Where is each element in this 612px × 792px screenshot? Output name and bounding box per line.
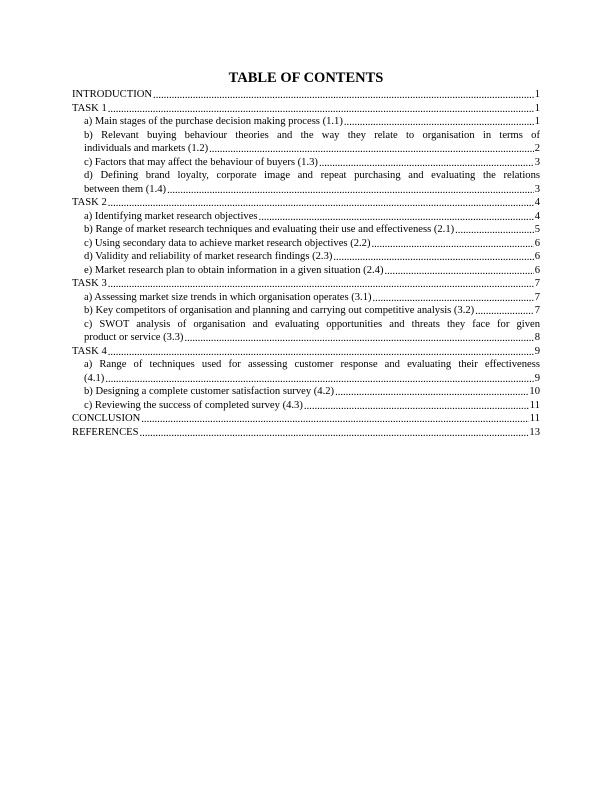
toc-entry-text-line2: product or service (3.3) .....	[84, 332, 184, 343]
toc-entry-4-2[interactable]	[72, 385, 540, 399]
toc-entry-text: a) Assessing market size trends in which organisation operates (3.1) .....	[84, 292, 373, 303]
toc-entry-page: 13	[529, 426, 540, 438]
toc-entry-text: TASK 4 .....	[72, 346, 108, 357]
toc-entry-2-1[interactable]	[72, 223, 540, 237]
toc-entry-1-3[interactable]	[72, 156, 540, 170]
table-of-contents	[72, 70, 540, 439]
toc-entry-text: b) Range of market research techniques and evaluating their use and effectiveness (2.1) .....	[84, 224, 455, 235]
toc-entry-line2	[84, 331, 540, 345]
toc-entry-text: REFERENCES .....	[72, 427, 140, 438]
toc-entry-references[interactable]	[72, 426, 540, 440]
toc-entry-text: b) Key competitors of organisation and planning and carrying out competitive analysis (3.2) .....	[84, 305, 475, 316]
toc-entry-page: 6	[534, 237, 540, 249]
toc-entry-1-4[interactable]	[72, 169, 540, 196]
toc-entry-page: 5	[534, 224, 540, 235]
toc-entry-page: 9	[534, 372, 540, 384]
toc-entry-text: TASK 1 .....	[72, 103, 108, 114]
toc-entry-3-1[interactable]	[72, 291, 540, 305]
toc-entry-page: 4	[534, 210, 540, 222]
toc-entry-introduction[interactable]	[72, 88, 540, 102]
toc-entry-3-2[interactable]	[72, 304, 540, 318]
toc-entry-page: 1	[534, 102, 540, 114]
toc-entry-text-line1: b) Relevant buying behaviour theories and the way they relate to organisation in terms of	[84, 129, 540, 141]
toc-entry-conclusion[interactable]	[72, 412, 540, 426]
toc-entry-4-1[interactable]	[72, 358, 540, 385]
toc-entry-page: 1	[534, 116, 540, 127]
toc-entry-page: 3	[534, 183, 540, 195]
toc-entry-page: 10	[529, 386, 540, 397]
toc-entry-page: 11	[529, 399, 540, 411]
toc-entry-page: 4	[534, 197, 540, 208]
toc-entry-text: a) Main stages of the purchase decision making process (1.1) .....	[84, 116, 344, 127]
toc-entry-page: 3	[534, 156, 540, 168]
toc-entry-text: d) Validity and reliability of market research findings (2.3) .....	[84, 251, 333, 262]
toc-title: TABLE OF CONTENTS	[228, 70, 384, 86]
toc-entry-text-line1: a) Range of techniques used for assessing customer response and evaluating their effectiveness	[84, 359, 540, 370]
toc-entry-2-3[interactable]	[72, 250, 540, 264]
toc-entry-page: 2	[534, 143, 540, 154]
toc-entry-text: INTRODUCTION .....	[72, 89, 153, 100]
toc-entry-task-2[interactable]	[72, 196, 540, 210]
toc-entry-text-line1: c) SWOT analysis of organisation and evaluating opportunities and threats they face for given	[84, 318, 540, 330]
toc-entry-page: 7	[534, 278, 540, 289]
toc-entry-text-line2: between them (1.4) .....	[84, 184, 167, 195]
toc-entry-text: e) Market research plan to obtain information in a given situation (2.4) .....	[84, 265, 384, 276]
toc-entry-1-2[interactable]	[72, 129, 540, 156]
toc-entry-page: 7	[534, 305, 540, 316]
toc-entry-page: 6	[534, 251, 540, 262]
toc-entry-1-1[interactable]	[72, 115, 540, 129]
toc-entry-text: TASK 2 .....	[72, 197, 108, 208]
toc-entry-2-objectives[interactable]	[72, 210, 540, 224]
toc-entry-text: b) Designing a complete customer satisfaction survey (4.2) .....	[84, 386, 335, 397]
toc-entry-page: 6	[534, 264, 540, 276]
toc-entry-text-line2: individuals and markets (1.2) .....	[84, 143, 209, 154]
toc-entry-line2	[84, 183, 540, 197]
toc-entry-3-3[interactable]	[72, 318, 540, 345]
toc-entry-page: 9	[534, 345, 540, 357]
toc-entry-2-2[interactable]	[72, 237, 540, 251]
toc-entry-text-line1: d) Defining brand loyalty, corporate image and repeat purchasing and evaluating the relations	[84, 170, 540, 181]
toc-entry-text: a) Identifying market research objectives .....	[84, 211, 259, 222]
toc-entry-text: c) Factors that may affect the behaviour of buyers (1.3) .....	[84, 157, 319, 168]
toc-entry-2-4[interactable]	[72, 264, 540, 278]
toc-entry-task-3[interactable]	[72, 277, 540, 291]
toc-entry-line2	[84, 142, 540, 156]
toc-entry-4-3[interactable]	[72, 399, 540, 413]
toc-entry-task-4[interactable]	[72, 345, 540, 359]
toc-entry-page: 11	[529, 413, 540, 424]
toc-entry-task-1[interactable]	[72, 102, 540, 116]
toc-entry-page: 8	[534, 332, 540, 343]
toc-entry-line2	[84, 372, 540, 386]
toc-entry-text-line2: (4.1) .....	[84, 373, 105, 384]
toc-entry-text: CONCLUSION .....	[72, 413, 141, 424]
toc-entry-text: c) Reviewing the success of completed survey (4.3) .....	[84, 400, 304, 411]
toc-entry-page: 1	[534, 89, 540, 100]
toc-entry-text: TASK 3 .....	[72, 278, 108, 289]
toc-entry-text: c) Using secondary data to achieve market research objectives (2.2) .....	[84, 238, 372, 249]
toc-entry-page: 7	[534, 291, 540, 303]
